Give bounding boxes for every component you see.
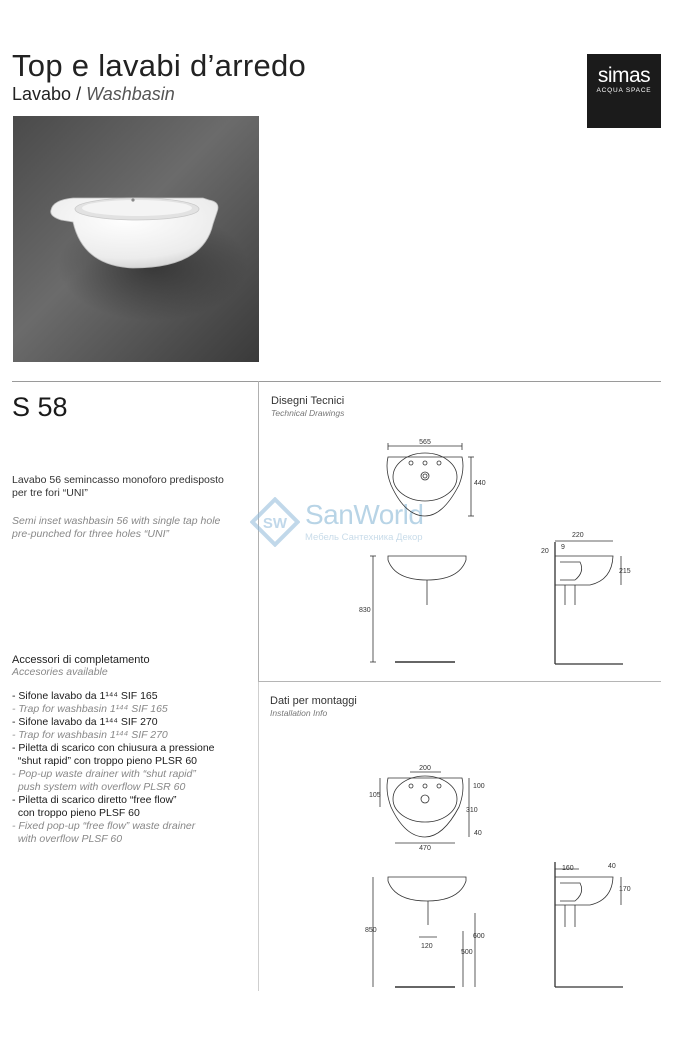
accessory-line: - Piletta di scarico diretto “free flow” <box>12 794 177 806</box>
dim-inst-170: 170 <box>619 886 631 893</box>
brand-name: simas <box>597 64 651 87</box>
dim-side-width: 220 <box>572 532 584 539</box>
installation-heading <box>270 695 357 718</box>
dim-inst-160: 160 <box>562 865 574 872</box>
top-view-outline <box>387 457 463 516</box>
section-divider <box>12 381 661 382</box>
technical-heading <box>271 395 344 418</box>
watermark-icon <box>250 497 300 547</box>
accessory-line: - Trap for washbasin 1¹⁴⁴ SIF 270 <box>12 729 168 741</box>
accessories-title: Accessori di completamento <box>12 654 150 666</box>
dim-inst-310: 310 <box>466 807 478 814</box>
brand-tagline: ACQUA SPACE <box>596 87 652 94</box>
page-title: Top e lavabi d’arredo <box>12 48 307 83</box>
dim-inst-600: 600 <box>473 933 485 940</box>
dim-side-9: 9 <box>561 544 565 551</box>
installation-subtitle: Installation Info <box>270 708 328 718</box>
dim-side-height: 215 <box>619 568 631 575</box>
installation-drawings <box>355 755 665 995</box>
accessories-subtitle: Accesories available <box>12 666 108 678</box>
accessory-line: - Fixed pop-up “free flow” waste drainer <box>12 820 196 832</box>
accessory-line: with overflow PLSF 60 <box>12 833 123 845</box>
accessory-line: - Trap for washbasin 1¹⁴⁴ SIF 165 <box>12 703 168 715</box>
dim-inst-105: 105 <box>369 792 381 799</box>
accessories-list <box>12 690 252 846</box>
brand-logo <box>587 54 661 128</box>
description-it-line-2: per tre fori “UNI” <box>12 487 88 499</box>
dim-top-width: 565 <box>419 439 431 446</box>
installation-title: Dati per montaggi <box>270 695 357 707</box>
description-it-line-1: Lavabo 56 semincasso monoforo predisposto <box>12 474 224 486</box>
dim-inst-40: 40 <box>474 830 482 837</box>
product-photo <box>13 116 259 362</box>
accessories-heading <box>12 654 150 678</box>
dim-inst-120: 120 <box>421 943 433 950</box>
subtitle-it: Lavabo <box>12 84 72 104</box>
accessory-line: - Piletta di scarico con chiusura a pressione <box>12 742 215 754</box>
watermark-name: SanWorld <box>305 499 424 530</box>
dim-inst-200: 200 <box>419 765 431 772</box>
svg-text:SW: SW <box>262 515 288 532</box>
column-divider-lower <box>258 681 259 991</box>
dim-top-depth: 440 <box>474 480 486 487</box>
watermark-subtitle: Мебель Сантехника Декор <box>305 532 423 543</box>
subtitle-en: Washbasin <box>86 84 175 104</box>
description-en-line-1: Semi inset washbasin 56 with single tap hole <box>12 515 221 527</box>
technical-title: Disegni Tecnici <box>271 395 345 407</box>
accessory-line: “shut rapid” con troppo pieno PLSR 60 <box>12 755 198 767</box>
product-description <box>12 474 252 541</box>
dim-inst-100: 100 <box>473 783 485 790</box>
product-code: S 58 <box>12 392 68 422</box>
dim-side-20: 20 <box>541 548 549 555</box>
dim-height: 830 <box>359 607 371 614</box>
technical-drawings <box>355 430 665 675</box>
dim-inst-40b: 40 <box>608 863 616 870</box>
technical-subtitle: Technical Drawings <box>271 408 345 418</box>
page-subtitle <box>12 84 175 105</box>
accessory-line: push system with overflow PLSR 60 <box>12 781 186 793</box>
accessory-line: con troppo pieno PLSF 60 <box>12 807 140 819</box>
description-en-line-2: pre-punched for three holes “UNI” <box>12 528 169 540</box>
dim-inst-500: 500 <box>461 949 473 956</box>
installation-divider <box>258 681 661 682</box>
accessory-line: - Pop-up waste drainer with “shut rapid” <box>12 768 196 780</box>
accessory-line: - Sifone lavabo da 1¹⁴⁴ SIF 270 <box>12 716 158 728</box>
subtitle-separator: / <box>71 84 87 104</box>
dim-inst-470: 470 <box>419 845 431 852</box>
accessory-line: - Sifone lavabo da 1¹⁴⁴ SIF 165 <box>12 690 158 702</box>
dim-inst-850: 850 <box>365 927 377 934</box>
